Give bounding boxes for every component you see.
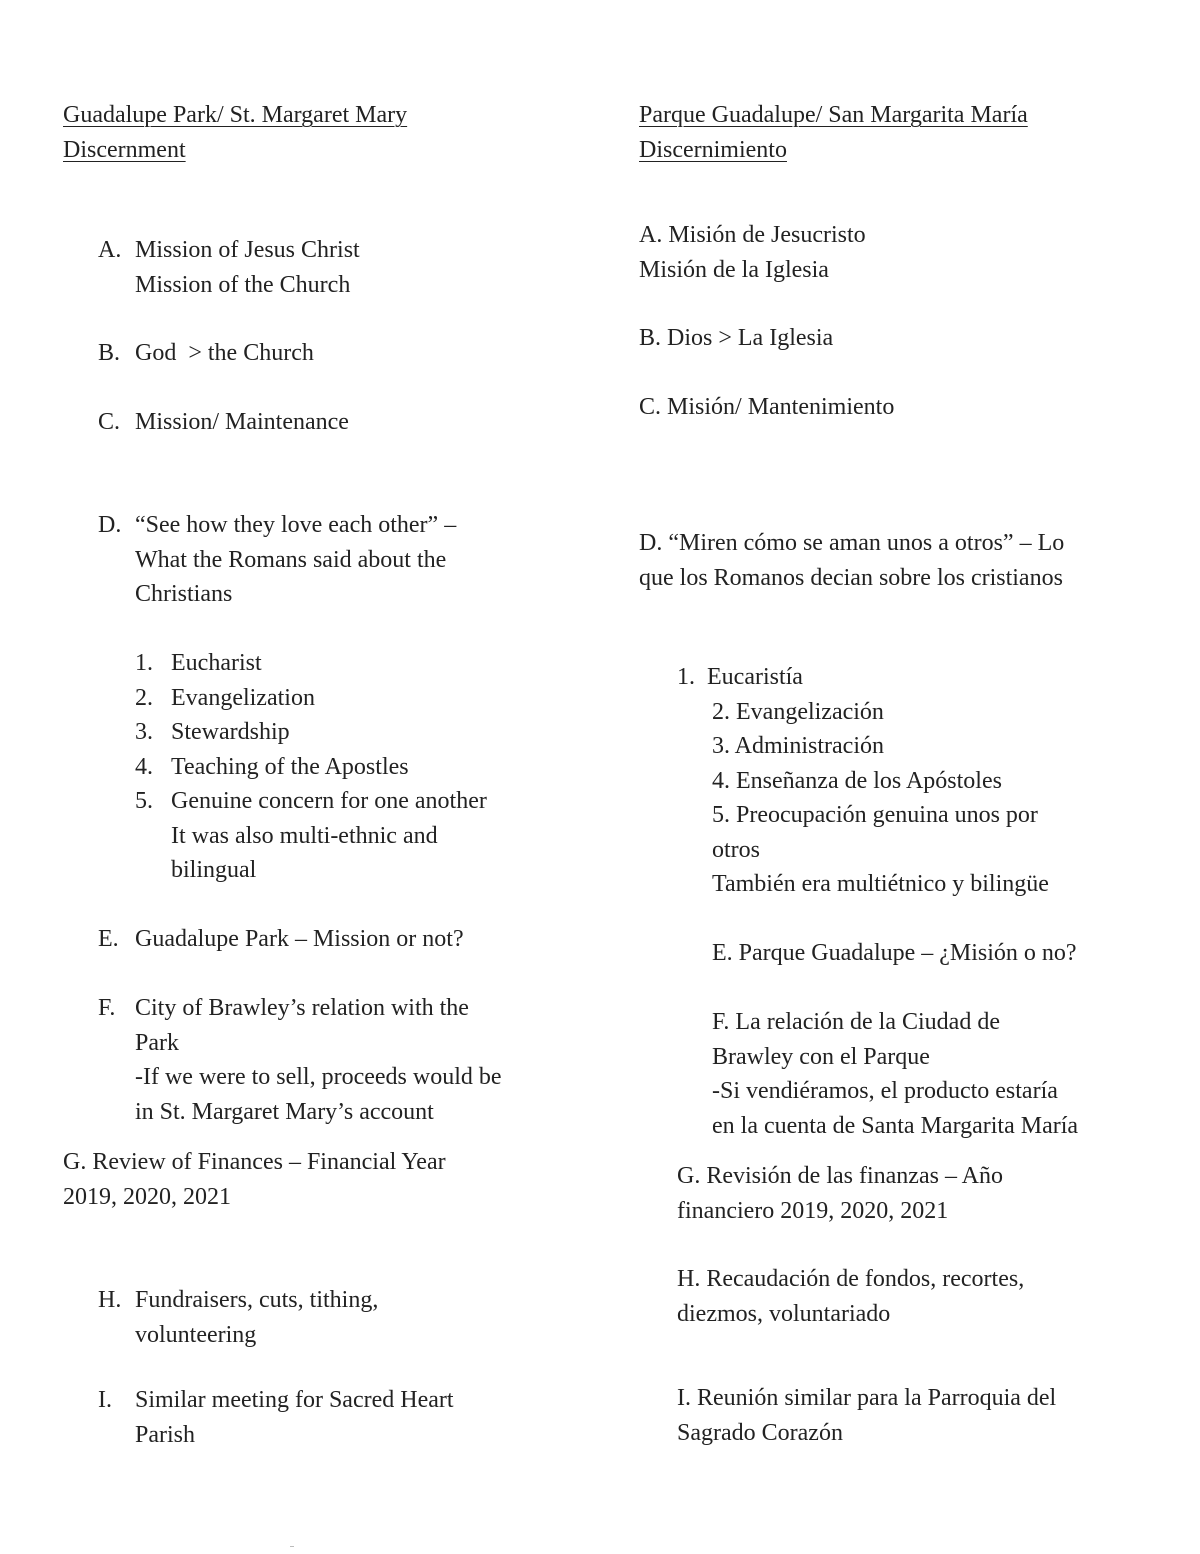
english-title (63, 98, 407, 167)
item-label: B. (98, 340, 121, 366)
english-numbered-list (135, 646, 487, 888)
item-label: A. (98, 237, 122, 263)
item-text-line2: What the Romans said about the (135, 546, 447, 573)
list-item: 3. Administración (712, 733, 884, 759)
spanish-numbered-list (677, 660, 1049, 902)
item-text-line2: 2019, 2020, 2021 (63, 1183, 231, 1210)
spanish-title-line2: Discernimiento (639, 136, 787, 163)
spanish-title-line1: Parque Guadalupe/ San Margarita María (639, 102, 1028, 128)
item-text-line4: in St. Margaret Mary’s account (135, 1098, 434, 1125)
list-item (135, 681, 438, 716)
list-item-text: Genuine concern for one another (171, 788, 487, 814)
list-note (135, 819, 438, 888)
item-label: D. (98, 512, 122, 538)
item-text-line2: Mission of the Church (135, 271, 351, 298)
item-text: Mission/ Maintenance (135, 409, 349, 435)
list-item: 1. Eucaristía (677, 664, 803, 690)
list-item-number: 5. (135, 788, 153, 814)
list-note-line1: It was also multi-ethnic and (171, 822, 438, 849)
list-item (135, 784, 487, 819)
item-text-line1: Fundraisers, cuts, tithing, (135, 1287, 379, 1313)
item-text-line1: F. La relación de la Ciudad de (712, 1009, 1000, 1035)
item-text: C. Misión/ Mantenimiento (639, 394, 895, 420)
list-note: También era multiétnico y bilingüe (712, 871, 1049, 897)
list-item-text: Stewardship (171, 719, 290, 745)
item-text-line2: financiero 2019, 2020, 2021 (677, 1197, 949, 1224)
list-item-text: Teaching of the Apostles (171, 753, 409, 780)
list-item-number: 2. (135, 684, 153, 711)
item-label: F. (98, 995, 116, 1021)
item-text-line4: en la cuenta de Santa Margarita María (712, 1112, 1079, 1139)
spanish-title (639, 98, 1028, 167)
scan-speck (290, 1546, 294, 1547)
item-text: God > the Church (135, 340, 314, 366)
list-note-line2: bilingual (171, 857, 257, 883)
item-label: C. (98, 409, 121, 435)
english-item-g (63, 1145, 446, 1214)
item-text: B. Dios > La Iglesia (639, 325, 834, 351)
item-text-line2: Misión de la Iglesia (639, 256, 829, 283)
item-text: E. Parque Guadalupe – ¿Misión o no? (712, 940, 1077, 966)
list-item (135, 750, 438, 785)
spanish-item-e (712, 936, 1077, 971)
spanish-item-c (639, 390, 894, 425)
list-item-continued: otros (712, 836, 760, 863)
item-text-line3: Christians (135, 581, 233, 607)
item-text-line2: Sagrado Corazón (677, 1419, 843, 1446)
spanish-item-g (677, 1159, 1003, 1228)
item-label: I. (98, 1387, 112, 1413)
item-text: Guadalupe Park – Mission or not? (135, 926, 464, 952)
item-text-line1: Mission of Jesus Christ (135, 237, 360, 263)
spanish-item-a (639, 218, 866, 287)
spanish-item-d (639, 526, 1064, 595)
list-item: 2. Evangelización (712, 698, 884, 725)
item-label: E. (98, 926, 119, 952)
item-label: H. (98, 1287, 122, 1313)
list-item-number: 4. (135, 753, 153, 780)
item-text-line2: Park (135, 1029, 179, 1056)
item-text-line1: G. Revisión de las finanzas – Año (677, 1163, 1003, 1189)
list-item-number: 3. (135, 719, 153, 745)
item-text-line1: G. Review of Finances – Financial Year (63, 1149, 446, 1175)
list-item-number: 1. (135, 650, 153, 676)
item-text-line2: Parish (135, 1421, 195, 1448)
item-text-line1: “See how they love each other” – (135, 512, 457, 538)
english-title-line2: Discernment (63, 136, 186, 163)
item-text-line2: diezmos, voluntariado (677, 1300, 891, 1327)
item-text-line2: volunteering (135, 1321, 257, 1348)
spanish-item-b (639, 321, 833, 356)
list-item: 4. Enseñanza de los Apóstoles (712, 767, 1002, 794)
list-item-text: Evangelization (171, 684, 315, 711)
item-text-line1: D. “Miren cómo se aman unos a otros” – Lo (639, 530, 1065, 556)
item-text-line3: -If we were to sell, proceeds would be (135, 1064, 502, 1090)
list-item: 5. Preocupación genuina unos por (712, 802, 1038, 828)
spanish-item-h (677, 1262, 1024, 1331)
english-title-line1: Guadalupe Park/ St. Margaret Mary (63, 102, 408, 128)
item-text-line1: A. Misión de Jesucristo (639, 222, 866, 248)
item-text-line3: -Si vendiéramos, el producto estaría (712, 1078, 1058, 1104)
item-text-line1: I. Reunión similar para la Parroquia del (677, 1385, 1057, 1411)
list-item (135, 715, 438, 750)
list-item-text: Eucharist (171, 650, 262, 676)
spanish-item-i (677, 1381, 1056, 1450)
item-text-line1: H. Recaudación de fondos, recortes, (677, 1266, 1025, 1292)
item-text-line2: Brawley con el Parque (712, 1043, 930, 1070)
item-text-line1: Similar meeting for Sacred Heart (135, 1387, 454, 1413)
list-item (135, 646, 438, 681)
item-text-line2: que los Romanos decian sobre los cristianos (639, 564, 1063, 591)
item-text-line1: City of Brawley’s relation with the (135, 995, 469, 1021)
spanish-item-f (712, 1005, 1078, 1143)
